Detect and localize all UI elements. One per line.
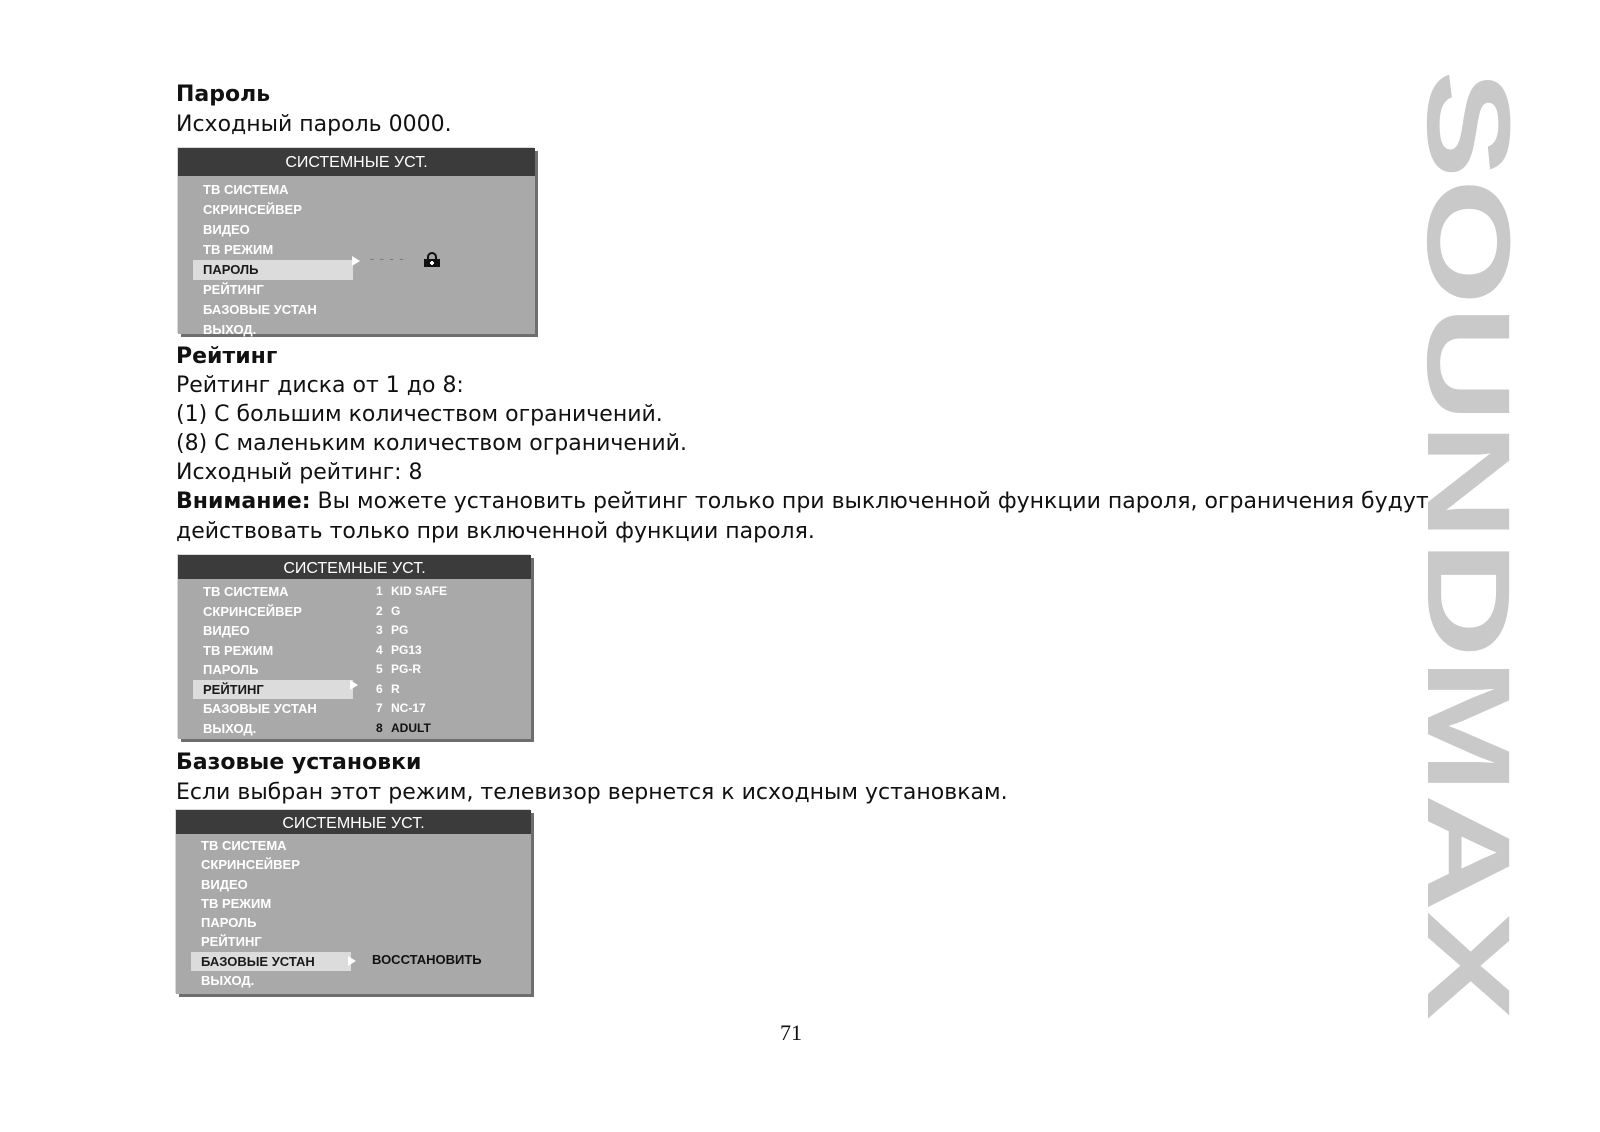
- menu-screenshot-defaults: [176, 810, 531, 994]
- password-value: ----: [368, 252, 408, 267]
- menu-item-video: ВИДЕО: [203, 222, 250, 237]
- menu-item-rating: РЕЙТИНГ: [203, 282, 264, 297]
- rating-option: 2 G: [376, 603, 401, 618]
- menu-item-password-selected: ПАРОЛЬ: [193, 260, 353, 280]
- menu-item-tv-system: ТВ СИСТЕМА: [203, 584, 289, 599]
- menu-item-defaults-selected: БАЗОВЫЕ УСТАН: [191, 952, 351, 971]
- menu-item-list: [193, 582, 353, 738]
- rating-options-list: [376, 582, 447, 738]
- password-text: Исходный пароль 0000.: [176, 112, 452, 137]
- menu-screenshot-password: [178, 148, 535, 337]
- menu-item-defaults: БАЗОВЫЕ УСТАН: [203, 302, 317, 317]
- menu-item-video: ВИДЕО: [203, 623, 250, 638]
- rating-line-2: (1) С большим количеством ограничений.: [176, 402, 663, 427]
- menu-item-tv-mode: ТВ РЕЖИМ: [203, 642, 274, 658]
- rating-option: 5 PG-R: [376, 662, 421, 676]
- section-heading-rating: Рейтинг: [176, 344, 278, 369]
- brand-logo-text: SOUNDMAX: [1402, 70, 1534, 759]
- rating-line-4: Исходный рейтинг: 8: [176, 460, 423, 485]
- rating-option: 6 R: [376, 681, 400, 696]
- menu-item-exit: ВЫХОД.: [203, 322, 257, 337]
- defaults-text: Если выбран этот режим, телевизор вернется к исходным установкам.: [176, 780, 1008, 805]
- rating-line-3: (8) С маленьким количеством ограничений.: [176, 431, 687, 456]
- submenu-arrow-icon: [352, 256, 360, 266]
- menu-item-exit: ВЫХОД.: [203, 720, 257, 736]
- note-text: Вы можете установить рейтинг только при выключенной функции пароля, ограничения будут действовать только при включенной функции пароля.: [176, 489, 1429, 544]
- menu-item-password: ПАРОЛЬ: [203, 662, 259, 677]
- menu-title: СИСТЕМНЫЕ УСТ.: [178, 555, 531, 579]
- lock-icon: [423, 253, 441, 267]
- rating-option: 4 PG13: [376, 642, 422, 657]
- menu-item-list: [193, 180, 353, 340]
- submenu-arrow-icon: [350, 680, 358, 690]
- restore-value: ВОССТАНОВИТЬ: [372, 952, 482, 967]
- rating-option: 7 NC-17: [376, 701, 426, 715]
- menu-title: СИСТЕМНЫЕ УСТ.: [176, 810, 531, 834]
- brand-logo: [1402, 60, 1534, 1040]
- rating-option: 1 KID SAFE: [376, 584, 448, 598]
- menu-screenshot-rating: [178, 555, 531, 739]
- section-heading-defaults: Базовые установки: [176, 750, 422, 775]
- menu-item-rating-selected: РЕЙТИНГ: [193, 680, 353, 700]
- rating-note: [176, 487, 1456, 547]
- menu-title: СИСТЕМНЫЕ УСТ.: [178, 148, 535, 176]
- rating-option-current: 8 ADULT: [376, 720, 431, 735]
- rating-option: 3 PG: [376, 623, 409, 637]
- submenu-arrow-icon: [348, 956, 356, 966]
- rating-line-1: Рейтинг диска от 1 до 8:: [176, 373, 464, 398]
- menu-item-password: ПАРОЛЬ: [201, 915, 257, 931]
- menu-item-list: [191, 836, 351, 990]
- menu-item-screensaver: СКРИНСЕЙВЕР: [201, 857, 300, 873]
- menu-item-tv-mode: ТВ РЕЖИМ: [201, 895, 272, 911]
- menu-item-tv-system: ТВ СИСТЕМА: [201, 838, 287, 853]
- menu-item-exit: ВЫХОД.: [201, 973, 255, 989]
- menu-item-defaults: БАЗОВЫЕ УСТАН: [203, 701, 317, 716]
- menu-item-tv-system: ТВ СИСТЕМА: [203, 182, 289, 197]
- section-heading-password: Пароль: [176, 82, 271, 107]
- menu-item-rating: РЕЙТИНГ: [201, 934, 262, 950]
- menu-item-tv-mode: ТВ РЕЖИМ: [203, 242, 274, 257]
- menu-item-screensaver: СКРИНСЕЙВЕР: [203, 603, 302, 619]
- note-label: Внимание:: [176, 489, 311, 514]
- page-number: 71: [780, 1020, 802, 1045]
- menu-item-video: ВИДЕО: [201, 876, 248, 892]
- menu-item-screensaver: СКРИНСЕЙВЕР: [203, 202, 302, 217]
